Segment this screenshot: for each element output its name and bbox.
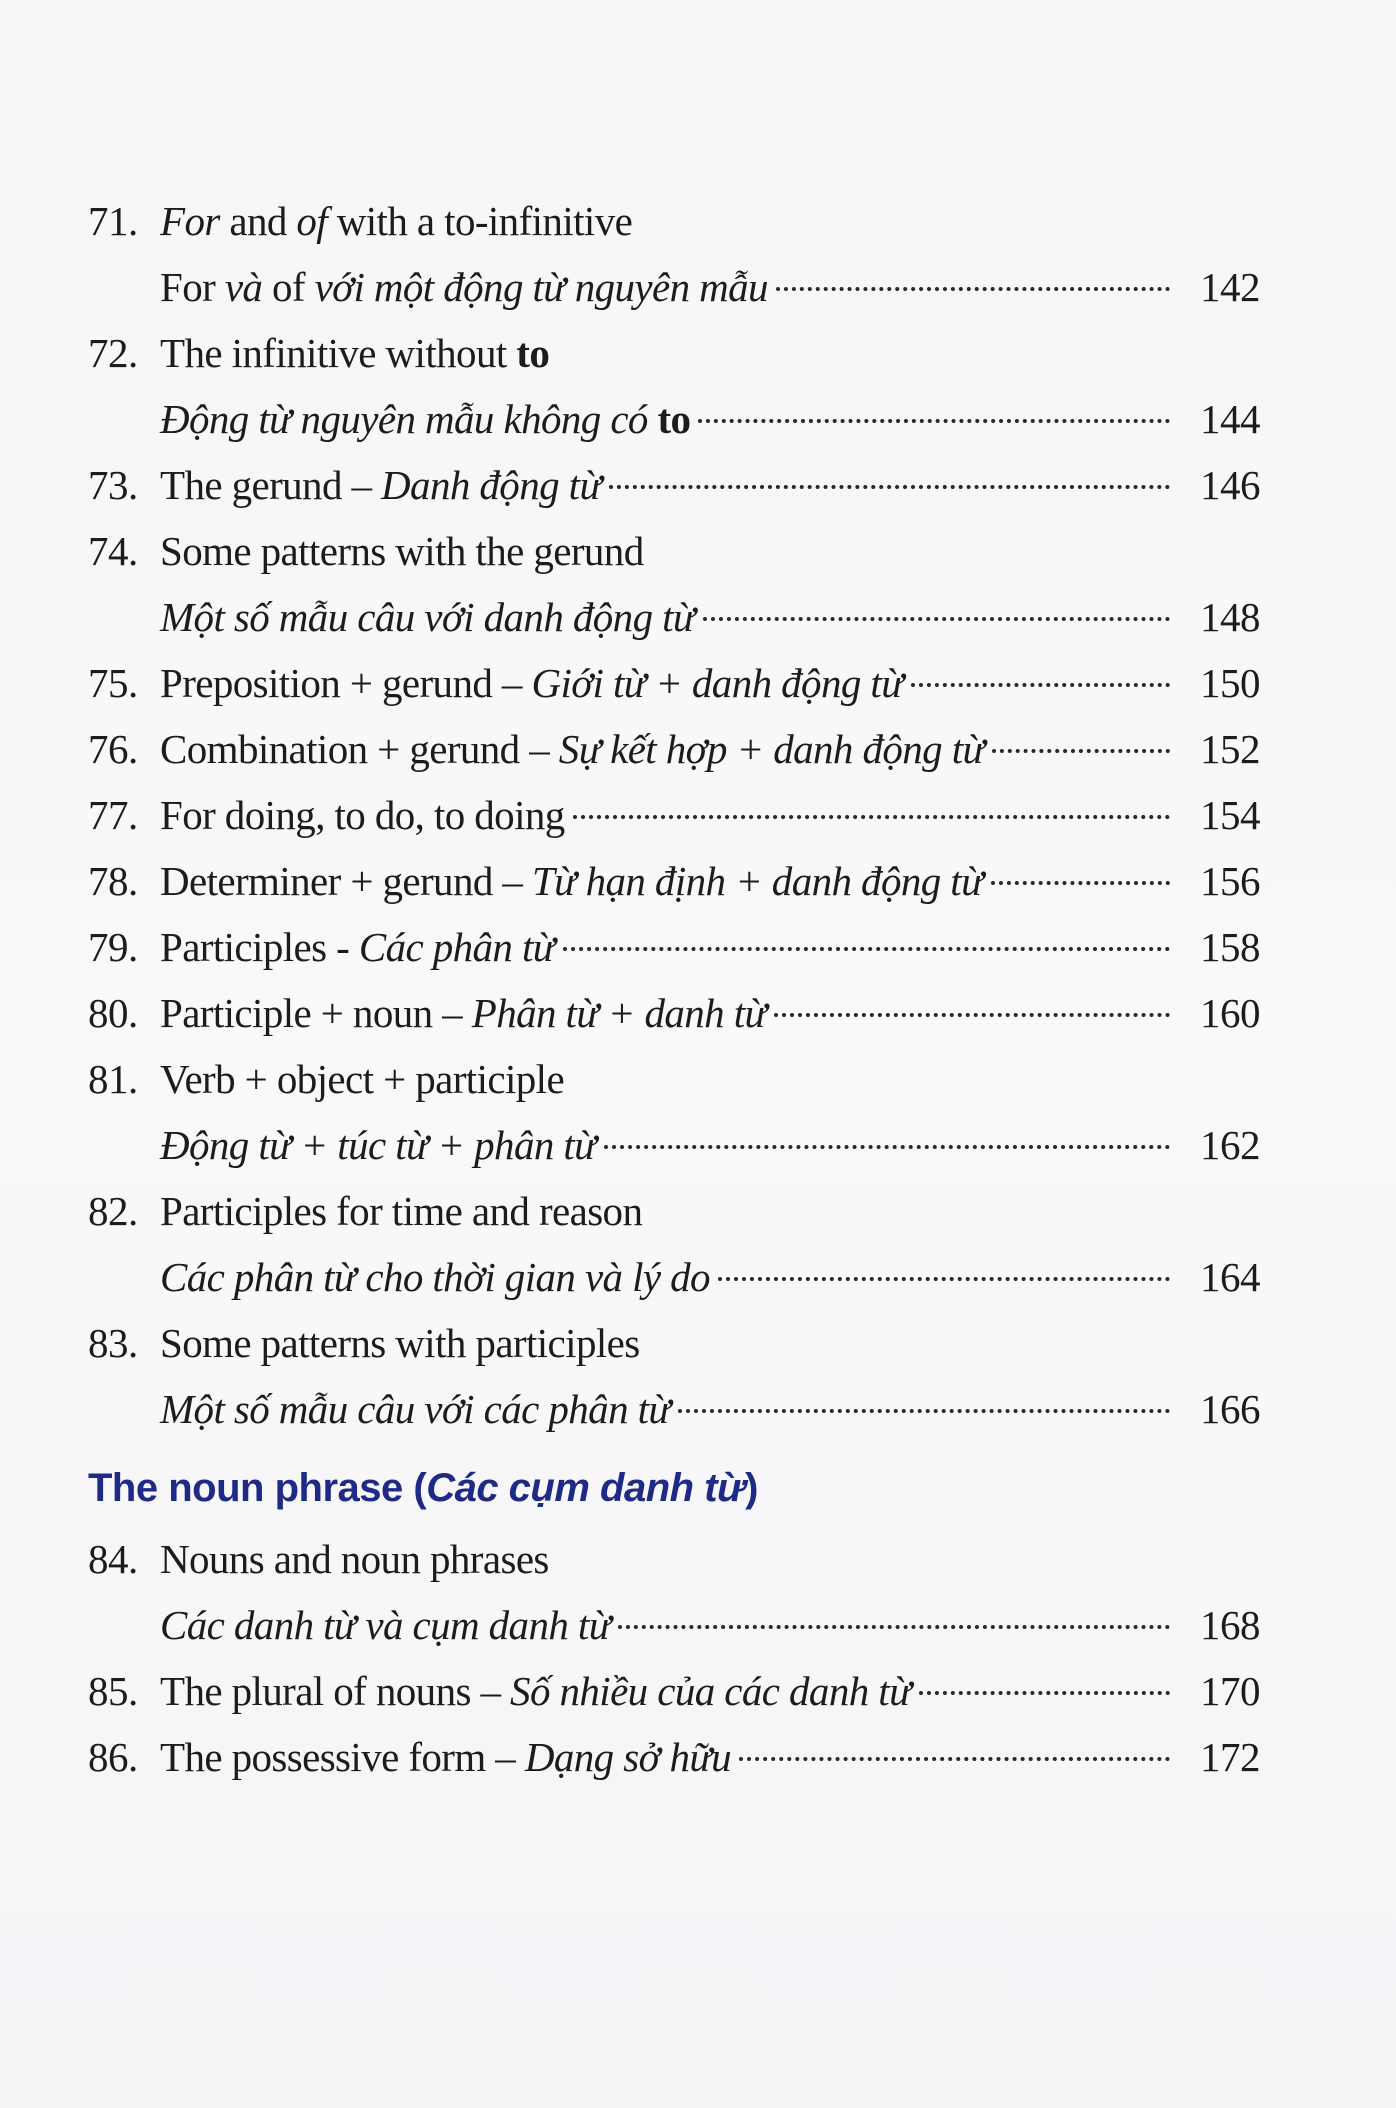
- toc-entry-row: [88, 386, 1260, 452]
- toc-entry-row: [88, 716, 1260, 782]
- dot-leader: [739, 1757, 1170, 1761]
- entry-page-number: 160: [1200, 990, 1260, 1036]
- entry-title: [160, 1046, 564, 1112]
- entry-title-part: For: [160, 198, 220, 244]
- entry-title-part: The plural of nouns –: [160, 1668, 511, 1714]
- dot-leader: [919, 1691, 1170, 1695]
- entry-title: [160, 518, 644, 584]
- entry-title-part: Preposition + gerund –: [160, 660, 532, 706]
- toc-entry-row: [88, 1112, 1260, 1178]
- entry-number: 85.: [88, 1668, 138, 1714]
- entry-title: [160, 386, 690, 452]
- entry-page-number: 164: [1200, 1254, 1260, 1300]
- dot-leader: [774, 1013, 1170, 1017]
- entry-title-part: Dạng sở hữu: [524, 1734, 732, 1780]
- entry-page-number: 162: [1200, 1122, 1260, 1168]
- entry-title-part: Các phân từ: [358, 924, 555, 970]
- entry-number: 76.: [88, 726, 138, 772]
- toc-entry-row: [88, 1724, 1260, 1790]
- dot-leader: [991, 881, 1170, 885]
- entry-number: 71.: [88, 198, 138, 244]
- entry-title-part: Phân từ + danh từ: [471, 990, 767, 1036]
- toc-entry-row: [88, 518, 1260, 584]
- dot-leader: [604, 1145, 1170, 1149]
- entry-title-part: Combination + gerund –: [160, 726, 559, 772]
- entry-title-part: The possessive form –: [160, 1734, 525, 1780]
- toc-entry-row: [88, 1526, 1260, 1592]
- entry-title-part: of: [271, 264, 315, 310]
- entry-title-part: Động từ nguyên mẫu không có: [160, 396, 658, 442]
- entry-title-part: Động từ + túc từ + phân từ: [160, 1122, 596, 1168]
- entry-title: [160, 1112, 596, 1178]
- entry-title: [160, 980, 766, 1046]
- entry-title: [160, 650, 903, 716]
- entry-title: [160, 1592, 610, 1658]
- entry-title: [160, 320, 549, 386]
- entry-number: 72.: [88, 330, 138, 376]
- entry-title: [160, 1376, 670, 1442]
- entry-number: 78.: [88, 858, 138, 904]
- entry-title-part: to: [516, 330, 550, 376]
- entry-title: [160, 452, 601, 518]
- toc-entry-row: [88, 1046, 1260, 1112]
- toc-entry-row: [88, 650, 1260, 716]
- dot-leader: [573, 815, 1170, 819]
- dot-leader: [776, 287, 1170, 291]
- entry-number: 83.: [88, 1320, 138, 1366]
- entry-number: 75.: [88, 660, 138, 706]
- entry-number: 81.: [88, 1056, 138, 1102]
- entry-page-number: 144: [1200, 396, 1260, 442]
- dot-leader: [618, 1625, 1170, 1629]
- toc-entry-row: [88, 320, 1260, 386]
- entry-title-part: và: [224, 264, 272, 310]
- entry-title: [160, 584, 695, 650]
- toc-entry-row: [88, 254, 1260, 320]
- entry-title-part: For doing, to do, to doing: [160, 792, 565, 838]
- entry-page-number: 142: [1200, 264, 1260, 310]
- toc-entry-row: [88, 188, 1260, 254]
- entry-title: [160, 1244, 710, 1310]
- toc-entry-row: [88, 980, 1260, 1046]
- entry-title: [160, 1658, 911, 1724]
- entry-title: [160, 1724, 731, 1790]
- entry-title-part: Some patterns with participles: [160, 1320, 640, 1366]
- entry-title-part: Một số mẫu câu với các phân từ: [160, 1386, 671, 1432]
- entry-title-part: Nouns and noun phrases: [160, 1536, 549, 1582]
- entry-title-part: Participle + noun –: [160, 990, 472, 1036]
- toc-entry-row: [88, 584, 1260, 650]
- entry-title-part: Các phân từ cho thời gian và lý do: [160, 1254, 710, 1300]
- entry-title: [160, 782, 565, 848]
- entry-number: 73.: [88, 462, 138, 508]
- entry-title-part: Participles -: [160, 924, 359, 970]
- entry-page-number: 170: [1200, 1668, 1260, 1714]
- entry-title-part: Verb + object + participle: [160, 1056, 565, 1102]
- toc-entry-row: [88, 848, 1260, 914]
- toc-entry-row: [88, 1658, 1260, 1724]
- entry-number: 74.: [88, 528, 138, 574]
- entry-title-part: For: [160, 264, 225, 310]
- entry-title-part: The gerund –: [160, 462, 382, 508]
- entry-page-number: 172: [1200, 1734, 1260, 1780]
- entry-title: [160, 914, 555, 980]
- entry-page-number: 158: [1200, 924, 1260, 970]
- entry-title: [160, 1526, 549, 1592]
- entry-page-number: 152: [1200, 726, 1260, 772]
- entry-number: 79.: [88, 924, 138, 970]
- entry-title-part: Some patterns with the gerund: [160, 528, 644, 574]
- toc-group-verbs: [88, 188, 1260, 1442]
- dot-leader: [718, 1277, 1170, 1281]
- dot-leader: [703, 617, 1170, 621]
- entry-number: 84.: [88, 1536, 138, 1582]
- entry-page-number: 148: [1200, 594, 1260, 640]
- entry-title-part: Determiner + gerund –: [160, 858, 532, 904]
- dot-leader: [563, 947, 1170, 951]
- toc-entry-row: [88, 1178, 1260, 1244]
- toc-entry-row: [88, 452, 1260, 518]
- entry-title-part: The infinitive without: [160, 330, 517, 376]
- entry-number: 86.: [88, 1734, 138, 1780]
- entry-title: [160, 254, 768, 320]
- toc-entry-row: [88, 782, 1260, 848]
- toc-entry-row: [88, 1376, 1260, 1442]
- dot-leader: [698, 419, 1170, 423]
- entry-title-part: Số nhiều của các danh từ: [510, 1668, 911, 1714]
- entry-number: 80.: [88, 990, 138, 1036]
- entry-page-number: 166: [1200, 1386, 1260, 1432]
- toc-entry-row: [88, 914, 1260, 980]
- entry-title-part: Một số mẫu câu với danh động từ: [160, 594, 695, 640]
- entry-number: 77.: [88, 792, 138, 838]
- entry-title-part: to: [657, 396, 691, 442]
- toc-entry-row: [88, 1592, 1260, 1658]
- section-heading-noun-phrase: [88, 1450, 1260, 1526]
- entry-title-part: and: [219, 198, 297, 244]
- entry-title: [160, 1310, 640, 1376]
- entry-page-number: 154: [1200, 792, 1260, 838]
- dot-leader: [992, 749, 1170, 753]
- entry-title-part: of: [296, 198, 328, 244]
- section-heading-vi: Các cụm danh từ: [426, 1466, 746, 1510]
- dot-leader: [678, 1409, 1170, 1413]
- section-heading-close: ): [745, 1466, 758, 1510]
- toc-group-nouns: [88, 1526, 1260, 1790]
- toc-entry-row: [88, 1310, 1260, 1376]
- entry-page-number: 156: [1200, 858, 1260, 904]
- toc-entry-row: [88, 1244, 1260, 1310]
- entry-title-part: Danh động từ: [381, 462, 602, 508]
- entry-title-part: with a to-infinitive: [327, 198, 633, 244]
- table-of-contents: [88, 188, 1260, 1790]
- entry-page-number: 150: [1200, 660, 1260, 706]
- section-heading-en: The noun phrase (: [88, 1466, 427, 1510]
- entry-title: [160, 1178, 642, 1244]
- entry-title: [160, 716, 984, 782]
- entry-title: [160, 188, 632, 254]
- entry-title-part: Participles for time and reason: [160, 1188, 643, 1234]
- entry-number: 82.: [88, 1188, 138, 1234]
- entry-page-number: 146: [1200, 462, 1260, 508]
- dot-leader: [609, 485, 1170, 489]
- dot-leader: [911, 683, 1170, 687]
- entry-title-part: Giới từ + danh động từ: [531, 660, 903, 706]
- entry-title-part: Từ hạn định + danh động từ: [531, 858, 983, 904]
- entry-title-part: với một động từ nguyên mẫu: [314, 264, 768, 310]
- entry-page-number: 168: [1200, 1602, 1260, 1648]
- entry-title-part: Sự kết hợp + danh động từ: [558, 726, 985, 772]
- entry-title: [160, 848, 983, 914]
- entry-title-part: Các danh từ và cụm danh từ: [160, 1602, 611, 1648]
